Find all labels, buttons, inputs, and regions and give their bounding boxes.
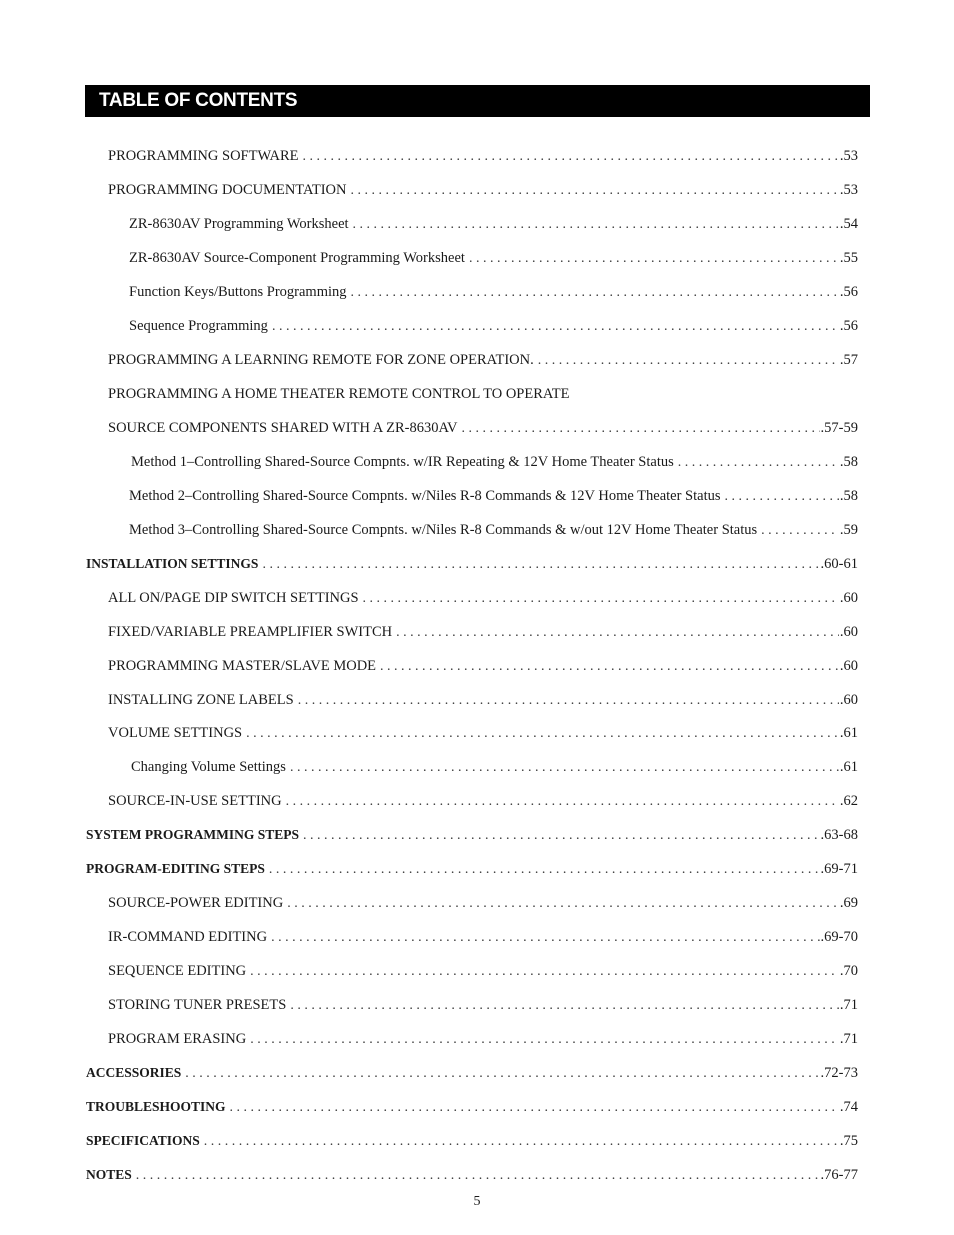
toc-entry-page: .60: [839, 623, 858, 640]
toc-entry: [108, 725, 858, 745]
dot-leader: [298, 693, 839, 709]
toc-entry-title: Sequence Programming: [129, 317, 268, 334]
toc-entry-page: .59: [839, 521, 858, 538]
toc-entry-title: PROGRAMMING MASTER/SLAVE MODE: [108, 657, 377, 674]
dot-leader: [286, 794, 839, 810]
page-number: 5: [473, 1194, 481, 1209]
toc-entry: [108, 624, 858, 644]
toc-entry-title: ZR-8630AV Programming Worksheet: [129, 215, 349, 232]
toc-entry: [129, 250, 858, 270]
toc-entry-title: SYSTEM PROGRAMMING STEPS: [86, 827, 300, 843]
toc-entry: [86, 1099, 858, 1119]
toc-entry-page: .74: [839, 1099, 858, 1116]
toc-entry-page: .76-77: [820, 1167, 858, 1184]
page-title: TABLE OF CONTENTS: [99, 90, 298, 111]
toc-entry-page: .62: [839, 793, 858, 810]
toc-entry: [108, 997, 858, 1017]
toc-entry-page: .57: [839, 351, 858, 368]
toc-entry: [86, 827, 858, 847]
toc-entry-page: .60: [839, 691, 858, 708]
dot-leader: [230, 1100, 839, 1116]
toc-entry-page: .69-70: [820, 929, 858, 946]
toc-entry: [86, 556, 858, 576]
toc-entry: [108, 929, 858, 949]
toc-entry-title: PROGRAMMING A HOME THEATER REMOTE CONTROL TO OPERATE: [108, 385, 570, 402]
dot-leader: [250, 964, 839, 980]
toc-entry-title: Method 1–Controlling Shared-Source Compnts. w/IR Repeating & 12V Home Theater Status: [131, 453, 674, 470]
dot-leader: [469, 251, 839, 267]
toc-entry: [108, 895, 858, 915]
dot-leader: [303, 828, 820, 844]
dot-leader: [380, 659, 839, 675]
dot-leader: [351, 183, 839, 199]
toc-entry-page: .61: [839, 759, 858, 776]
toc-entry: [86, 1133, 858, 1153]
toc-entry-page: .60: [839, 657, 858, 674]
toc-entry-page: .60: [839, 589, 858, 606]
toc-entry-page: .54: [839, 215, 858, 232]
toc-entry: [108, 420, 858, 440]
toc-entry: [86, 861, 858, 881]
toc-entry-title: PROGRAM-EDITING STEPS: [86, 861, 265, 877]
toc-entry-page: .60-61: [820, 555, 858, 572]
toc-entry-title: PROGRAMMING DOCUMENTATION: [108, 181, 347, 198]
toc-entry-title: ACCESSORIES: [86, 1065, 182, 1081]
dot-leader: [290, 760, 839, 776]
dot-leader: [363, 591, 839, 607]
dot-leader: [250, 1032, 839, 1048]
toc-entry-page: .61: [839, 725, 858, 742]
toc-entry-title: PROGRAMMING SOFTWARE: [108, 148, 299, 164]
toc-entry: [108, 658, 858, 678]
dot-leader: [246, 726, 839, 742]
toc-entry-title: Function Keys/Buttons Programming: [129, 283, 347, 300]
toc-entry-title: SOURCE-POWER EDITING: [108, 895, 284, 912]
toc-entry-title: SEQUENCE EDITING: [108, 963, 247, 980]
toc-entry-title: SOURCE COMPONENTS SHARED WITH A ZR-8630AV: [108, 419, 458, 436]
toc-entry-title: INSTALLATION SETTINGS: [86, 555, 259, 571]
toc-entry: [129, 522, 858, 542]
toc-entry: [108, 182, 858, 202]
dot-leader: [303, 149, 839, 165]
toc-entry-page: .58: [839, 487, 858, 504]
toc-entry-title: PROGRAM ERASING: [108, 1031, 247, 1048]
toc-entry-page: .70: [839, 963, 858, 980]
dot-leader: [462, 421, 820, 437]
toc-entry-title: Method 3–Controlling Shared-Source Compnts. w/Niles R-8 Commands & w/out 12V Home Theater Status: [129, 521, 758, 538]
dot-leader: [269, 862, 820, 878]
toc-entry-page: .69: [839, 895, 858, 912]
toc-entry: [129, 216, 858, 236]
toc-entry-title: FIXED/VARIABLE PREAMPLIFIER SWITCH: [108, 623, 393, 640]
toc-entry: [108, 793, 858, 813]
toc-entry-title: Changing Volume Settings: [131, 759, 286, 776]
toc-entry-title: VOLUME SETTINGS: [108, 725, 243, 742]
toc-entry-page: .71: [839, 997, 858, 1014]
dot-leader: [271, 930, 819, 946]
toc-entry: [129, 488, 858, 508]
toc-entry-title: SOURCE-IN-USE SETTING: [108, 793, 282, 810]
dot-leader: [204, 1134, 839, 1150]
dot-leader: [262, 557, 819, 573]
toc-entry: [108, 692, 858, 712]
toc-entry-page: .71: [839, 1031, 858, 1048]
toc-entry-title: IR-COMMAND EDITING: [108, 929, 268, 946]
toc-entry-page: .58: [839, 453, 858, 470]
toc-entry-page: .69-71: [820, 861, 858, 878]
dot-leader: [538, 353, 839, 369]
toc-entry-page: .53: [839, 181, 858, 198]
toc-entry: [131, 759, 858, 779]
toc-entry-page: .56: [839, 283, 858, 300]
toc-entry: [129, 318, 858, 338]
dot-leader: [725, 489, 839, 505]
toc-entry-title: NOTES: [86, 1167, 132, 1183]
dot-leader: [136, 1168, 820, 1184]
toc-entry: [131, 454, 858, 474]
toc-entry-page: .72-73: [820, 1065, 858, 1082]
dot-leader: [290, 998, 839, 1014]
toc-entry-page: .53: [839, 148, 858, 164]
toc-entry-page: .63-68: [820, 827, 858, 844]
dot-leader: [351, 285, 839, 301]
toc-entry: [108, 590, 858, 610]
toc-entry-title: PROGRAMMING A LEARNING REMOTE FOR ZONE OPERATION.: [108, 351, 534, 368]
toc-entry-title: SPECIFICATIONS: [86, 1133, 200, 1149]
dot-leader: [761, 523, 839, 539]
toc-entry-title: INSTALLING ZONE LABELS: [108, 691, 294, 708]
toc-entry: [108, 1031, 858, 1051]
toc-entry-page: .75: [839, 1133, 858, 1150]
dot-leader: [272, 319, 839, 335]
dot-leader: [287, 896, 839, 912]
toc-entry: [129, 284, 858, 304]
toc-entry-page: .56: [839, 317, 858, 334]
toc-entry: [86, 1167, 858, 1187]
toc-entry: [108, 963, 858, 983]
toc-entry: [86, 1065, 858, 1085]
dot-leader: [678, 455, 839, 471]
toc-entry-title: ZR-8630AV Source-Component Programming Worksheet: [129, 249, 465, 266]
toc-entry: [108, 352, 858, 372]
toc-entry-title: Method 2–Controlling Shared-Source Compnts. w/Niles R-8 Commands & 12V Home Theater Status: [129, 487, 721, 504]
toc-entry: [108, 386, 858, 406]
toc-entry-title: TROUBLESHOOTING: [86, 1099, 226, 1115]
toc-entry-title: STORING TUNER PRESETS: [108, 997, 287, 1014]
dot-leader: [185, 1066, 819, 1082]
toc-entry-page: .55: [839, 249, 858, 266]
toc-entry-page: .57-59: [820, 419, 858, 436]
dot-leader: [396, 625, 839, 641]
toc-entry: [108, 148, 858, 168]
dot-leader: [353, 217, 839, 233]
toc-entry-title: ALL ON/PAGE DIP SWITCH SETTINGS: [108, 589, 359, 606]
